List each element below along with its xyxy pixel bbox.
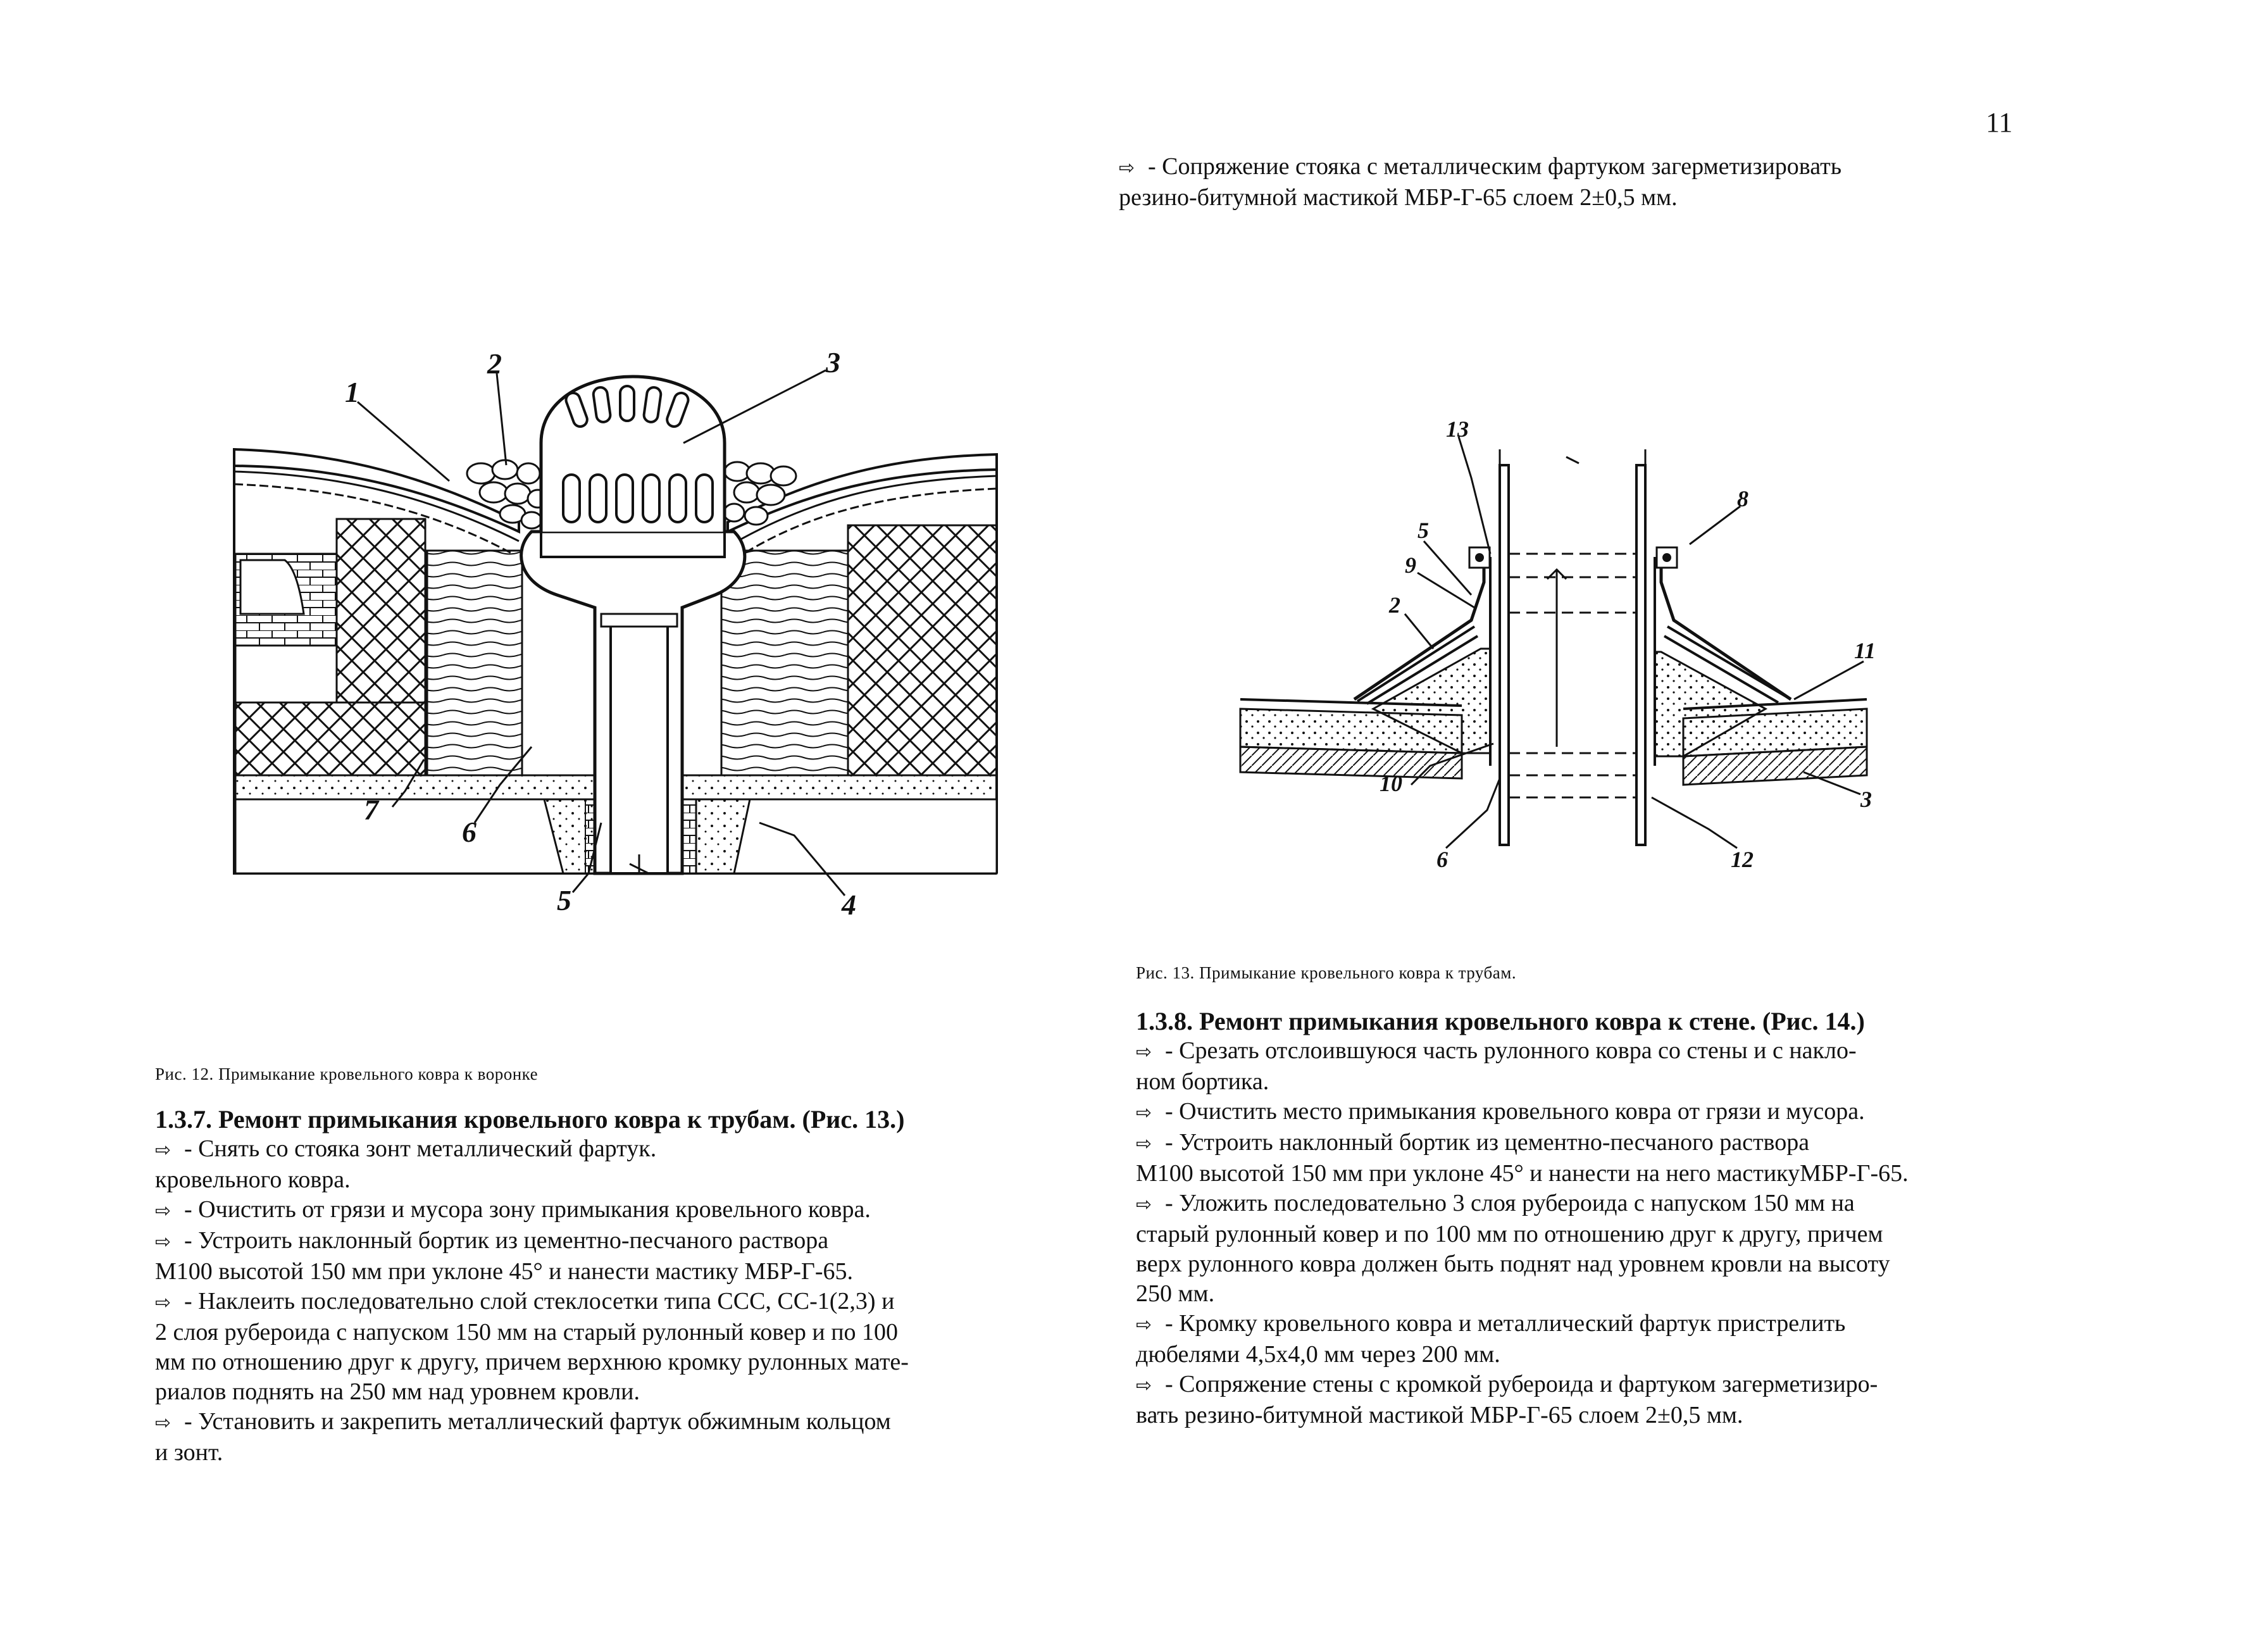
callout-1: 1 [345, 376, 359, 408]
item-continuation: и зонт. [155, 1439, 223, 1466]
item-text: - Очистить место примыкания кровельного ковра от грязи и мусора. [1165, 1098, 1865, 1125]
list-item [1136, 1036, 2034, 1067]
list-item [1136, 1309, 2034, 1340]
arrow-right-icon: ⇨ [155, 1200, 171, 1222]
list-item [1136, 1370, 2034, 1401]
section-137 [155, 1104, 1054, 1468]
item-text: - Уложить последовательно 3 слоя рубероида с напуском 150 мм на [1165, 1190, 1855, 1216]
arrow-right-icon: ⇨ [1136, 1194, 1152, 1216]
item-text: - Установить и закрепить металлический фартук обжимным кольцом [184, 1408, 891, 1435]
callout-6: 6 [1436, 847, 1448, 872]
callout-11: 11 [1854, 638, 1876, 663]
item-text: - Срезать отслоившуюся часть рулонного ковра со стены и с накло- [1165, 1037, 1857, 1064]
page-number: 11 [1986, 107, 2013, 138]
item-continuation: М100 высотой 150 мм при уклоне 45° и нанести мастику МБР-Г-65. [155, 1258, 854, 1285]
item-continuation: 2 слоя рубероида с напуском 150 мм на старый рулонный ковер и по 100 [155, 1319, 899, 1346]
item-continuation: верх рулонного ковра должен быть поднят над уровнем кровли на высоту [1136, 1251, 1890, 1277]
list-item [155, 1134, 1054, 1165]
list-item [1136, 1189, 2034, 1220]
paragraph-line: резино-битумной мастикой МБР-Г-65 слоем 2±0,5 мм. [1119, 184, 1678, 211]
item-text: - Устроить наклонный бортик из цементно-песчаного раствора [184, 1227, 829, 1254]
arrow-right-icon: ⇨ [1136, 1041, 1152, 1063]
item-text: - Очистить от грязи и мусора зону примыкания кровельного ковра. [184, 1196, 871, 1223]
list-item [155, 1226, 1054, 1257]
arrow-right-icon: ⇨ [155, 1412, 171, 1434]
arrow-right-icon: ⇨ [1136, 1133, 1152, 1155]
figure-13-caption: Рис. 13. Примыкание кровельного ковра к трубам. [1136, 963, 1517, 982]
list-item [155, 1407, 1054, 1438]
arrow-right-icon: ⇨ [1136, 1314, 1152, 1336]
callout-3: 3 [826, 346, 840, 378]
arrow-right-icon: ⇨ [1136, 1102, 1152, 1124]
list-item [1136, 1097, 2034, 1128]
arrow-right-icon: ⇨ [155, 1139, 171, 1161]
callout-2: 2 [1389, 592, 1400, 618]
filler-right [721, 551, 848, 775]
item-continuation: вать резино-битумной мастикой МБР-Г-65 слоем 2±0,5 мм. [1136, 1402, 1743, 1428]
callout-5: 5 [557, 884, 571, 916]
arrow-right-icon: ⇨ [155, 1292, 171, 1314]
item-text: - Наклеить последовательно слой стеклосетки типа ССС, СС-1(2,3) и [184, 1288, 895, 1314]
item-continuation: 250 мм. [1136, 1280, 1215, 1307]
item-text: - Устроить наклонный бортик из цементно-песчаного раствора [1165, 1129, 1810, 1156]
figure-13-drawing [1221, 411, 1879, 892]
item-text: - Кромку кровельного ковра и металлический фартук пристрелить [1165, 1310, 1846, 1337]
figure-12-drawing [215, 342, 1012, 930]
callout-6: 6 [462, 816, 477, 848]
item-continuation: старый рулонный ковер и по 100 мм по отношению друг к другу, причем [1136, 1221, 1883, 1247]
item-text: - Снять со стояка зонт металлический фартук. [184, 1135, 657, 1162]
callout-13: 13 [1446, 416, 1469, 442]
pipe-wall-left [1500, 465, 1509, 845]
callout-5: 5 [1418, 518, 1429, 543]
item-continuation: мм по отношению друг к другу, причем верхнюю кромку рулонных мате- [155, 1349, 909, 1375]
paragraph-line [1119, 152, 2017, 183]
callout-9: 9 [1405, 553, 1416, 578]
line-text: - Сопряжение стояка с металлическим фартуком загерметизировать [1148, 153, 1842, 180]
callout-10: 10 [1380, 771, 1402, 796]
callout-7: 7 [364, 794, 378, 826]
filler-left [427, 551, 522, 775]
figure-12-caption: Рис. 12. Примыкание кровельного ковра к воронке [155, 1065, 539, 1083]
section-138 [1136, 1006, 2034, 1430]
list-item [1136, 1128, 2034, 1159]
callout-4: 4 [842, 889, 856, 921]
arrow-right-icon: ⇨ [1119, 157, 1135, 179]
item-continuation: кровельного ковра. [155, 1166, 351, 1193]
section-heading: 1.3.8. Ремонт примыкания кровельного ковра к стене. (Рис. 14.) [1136, 1007, 1865, 1035]
list-item [155, 1195, 1054, 1226]
arrow-right-icon: ⇨ [1136, 1375, 1152, 1397]
section-heading: 1.3.7. Ремонт примыкания кровельного ковра к трубам. (Рис. 13.) [155, 1105, 905, 1133]
callout-12: 12 [1731, 847, 1754, 872]
callout-3: 3 [1860, 787, 1872, 812]
callout-8: 8 [1737, 486, 1748, 511]
pipe-wall-right [1636, 465, 1645, 845]
list-item [155, 1287, 1054, 1318]
insulation-right [848, 525, 997, 775]
pipe-inner [611, 620, 668, 873]
callout-2: 2 [487, 347, 502, 380]
item-text: - Сопряжение стены с кромкой рубероида и фартуком загерметизиро- [1165, 1371, 1878, 1397]
item-continuation: дюбелями 4,5х4,0 мм через 200 мм. [1136, 1341, 1500, 1368]
item-continuation: риалов поднять на 250 мм над уровнем кровли. [155, 1378, 640, 1405]
top-right-paragraph [1119, 152, 2017, 213]
item-continuation: ном бортика. [1136, 1068, 1269, 1095]
arrow-right-icon: ⇨ [155, 1231, 171, 1253]
item-continuation: М100 высотой 150 мм при уклоне 45° и нанести на него мастикуМБР-Г-65. [1136, 1160, 1909, 1187]
insulation-left [337, 519, 425, 702]
